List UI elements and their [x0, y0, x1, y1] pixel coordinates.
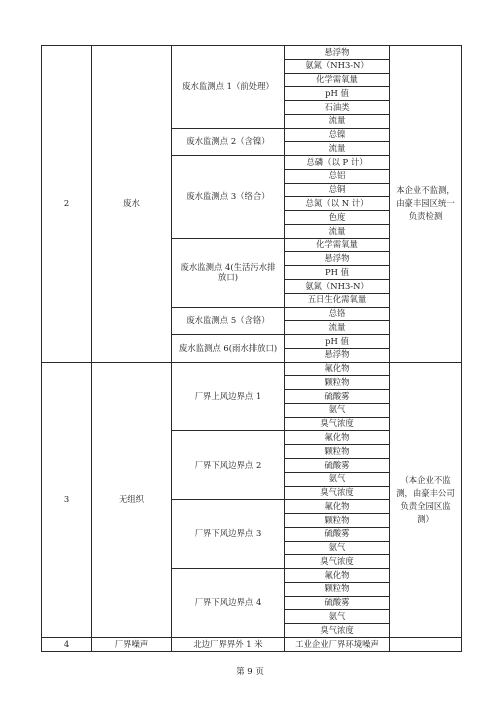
monitoring-item-cell: 氨氮（NH3-N） — [285, 59, 390, 73]
monitoring-item-cell: 颗粒物 — [285, 376, 390, 390]
monitoring-item-cell: 总磷（以 P 计） — [285, 156, 390, 170]
monitoring-item-cell: 化学需氧量 — [285, 238, 390, 252]
monitoring-item-cell: 悬浮物 — [285, 46, 390, 60]
monitoring-item-cell: 氨气 — [285, 541, 390, 555]
monitoring-item-cell: 流量 — [285, 114, 390, 128]
responsibility-note-cell: （本企业不监测，由豪丰公司负责全园区监测） — [390, 362, 462, 637]
monitoring-item-cell: 氨氮（NH3-N） — [285, 280, 390, 294]
category-cell: 厂界噪声 — [92, 637, 172, 651]
monitoring-item-cell: 悬浮物 — [285, 252, 390, 266]
monitoring-point-cell: 废水监测点 5（含铬） — [172, 307, 285, 335]
monitoring-item-cell: 总铝 — [285, 169, 390, 183]
monitoring-item-cell: 色度 — [285, 211, 390, 225]
monitoring-item-cell: 化学需氧量 — [285, 73, 390, 87]
monitoring-item-cell: 悬浮物 — [285, 348, 390, 362]
monitoring-item-cell: 总铬 — [285, 307, 390, 321]
category-cell: 废水 — [92, 46, 172, 363]
monitoring-item-cell: 硫酸雾 — [285, 527, 390, 541]
page-number: 第 9 页 — [236, 667, 264, 677]
table-row — [42, 46, 462, 60]
monitoring-item-cell: 硫酸雾 — [285, 390, 390, 404]
monitoring-item-cell: 臭气浓度 — [285, 555, 390, 569]
monitoring-item-cell: 颗粒物 — [285, 445, 390, 459]
monitoring-item-cell: 流量 — [285, 224, 390, 238]
monitoring-item-cell: 臭气浓度 — [285, 486, 390, 500]
monitoring-item-cell: 流量 — [285, 142, 390, 156]
monitoring-point-cell: 厂界上风边界点 1 — [172, 362, 285, 431]
monitoring-item-cell: 五日生化需氧量 — [285, 293, 390, 307]
row-number-cell: 3 — [42, 362, 92, 637]
monitoring-point-cell: 废水监测点 6(雨水排放口) — [172, 335, 285, 363]
monitoring-item-cell: 总氮（以 N 计） — [285, 197, 390, 211]
table-row — [42, 637, 462, 651]
responsibility-note-cell — [390, 637, 462, 651]
monitoring-item-cell: PH 值 — [285, 266, 390, 280]
monitoring-item-cell: 工业企业厂界环境噪声 — [285, 637, 390, 651]
monitoring-item-cell: 总镍 — [285, 128, 390, 142]
monitoring-point-cell: 厂界下风边界点 2 — [172, 431, 285, 500]
monitoring-item-cell: 氟化物 — [285, 362, 390, 376]
monitoring-item-cell: 氨气 — [285, 403, 390, 417]
monitoring-item-cell: 氨气 — [285, 610, 390, 624]
category-cell: 无组织 — [92, 362, 172, 637]
monitoring-item-cell: 总铜 — [285, 183, 390, 197]
monitoring-item-cell: 氟化物 — [285, 569, 390, 583]
monitoring-item-cell: 硫酸雾 — [285, 458, 390, 472]
monitoring-point-cell: 废水监测点 1（前处理） — [172, 46, 285, 129]
monitoring-table-body — [42, 46, 462, 652]
monitoring-item-cell: 硫酸雾 — [285, 596, 390, 610]
monitoring-point-cell: 北边厂界界外 1 米 — [172, 637, 285, 651]
monitoring-item-cell: 石油类 — [285, 101, 390, 115]
responsibility-note-cell: 本企业不监测，由豪丰园区统一负责检测 — [390, 46, 462, 363]
row-number-cell: 2 — [42, 46, 92, 363]
monitoring-point-cell: 厂界下风边界点 3 — [172, 500, 285, 569]
table-row — [42, 362, 462, 376]
monitoring-item-cell: pH 值 — [285, 87, 390, 101]
monitoring-item-cell: 臭气浓度 — [285, 417, 390, 431]
monitoring-point-cell: 厂界下风边界点 4 — [172, 569, 285, 638]
monitoring-item-cell: 流量 — [285, 321, 390, 335]
monitoring-point-cell: 废水监测点 3（络合） — [172, 156, 285, 239]
monitoring-point-cell: 废水监测点 4(生活污水排放口) — [172, 238, 285, 307]
monitoring-item-cell: 氟化物 — [285, 500, 390, 514]
monitoring-item-cell: 臭气浓度 — [285, 624, 390, 638]
monitoring-item-cell: 氨气 — [285, 472, 390, 486]
row-number-cell: 4 — [42, 637, 92, 651]
monitoring-item-cell: 氟化物 — [285, 431, 390, 445]
monitoring-item-cell: 颗粒物 — [285, 582, 390, 596]
monitoring-item-cell: 颗粒物 — [285, 514, 390, 528]
monitoring-point-cell: 废水监测点 2（含镍） — [172, 128, 285, 156]
monitoring-table — [41, 45, 462, 652]
monitoring-item-cell: pH 值 — [285, 335, 390, 349]
